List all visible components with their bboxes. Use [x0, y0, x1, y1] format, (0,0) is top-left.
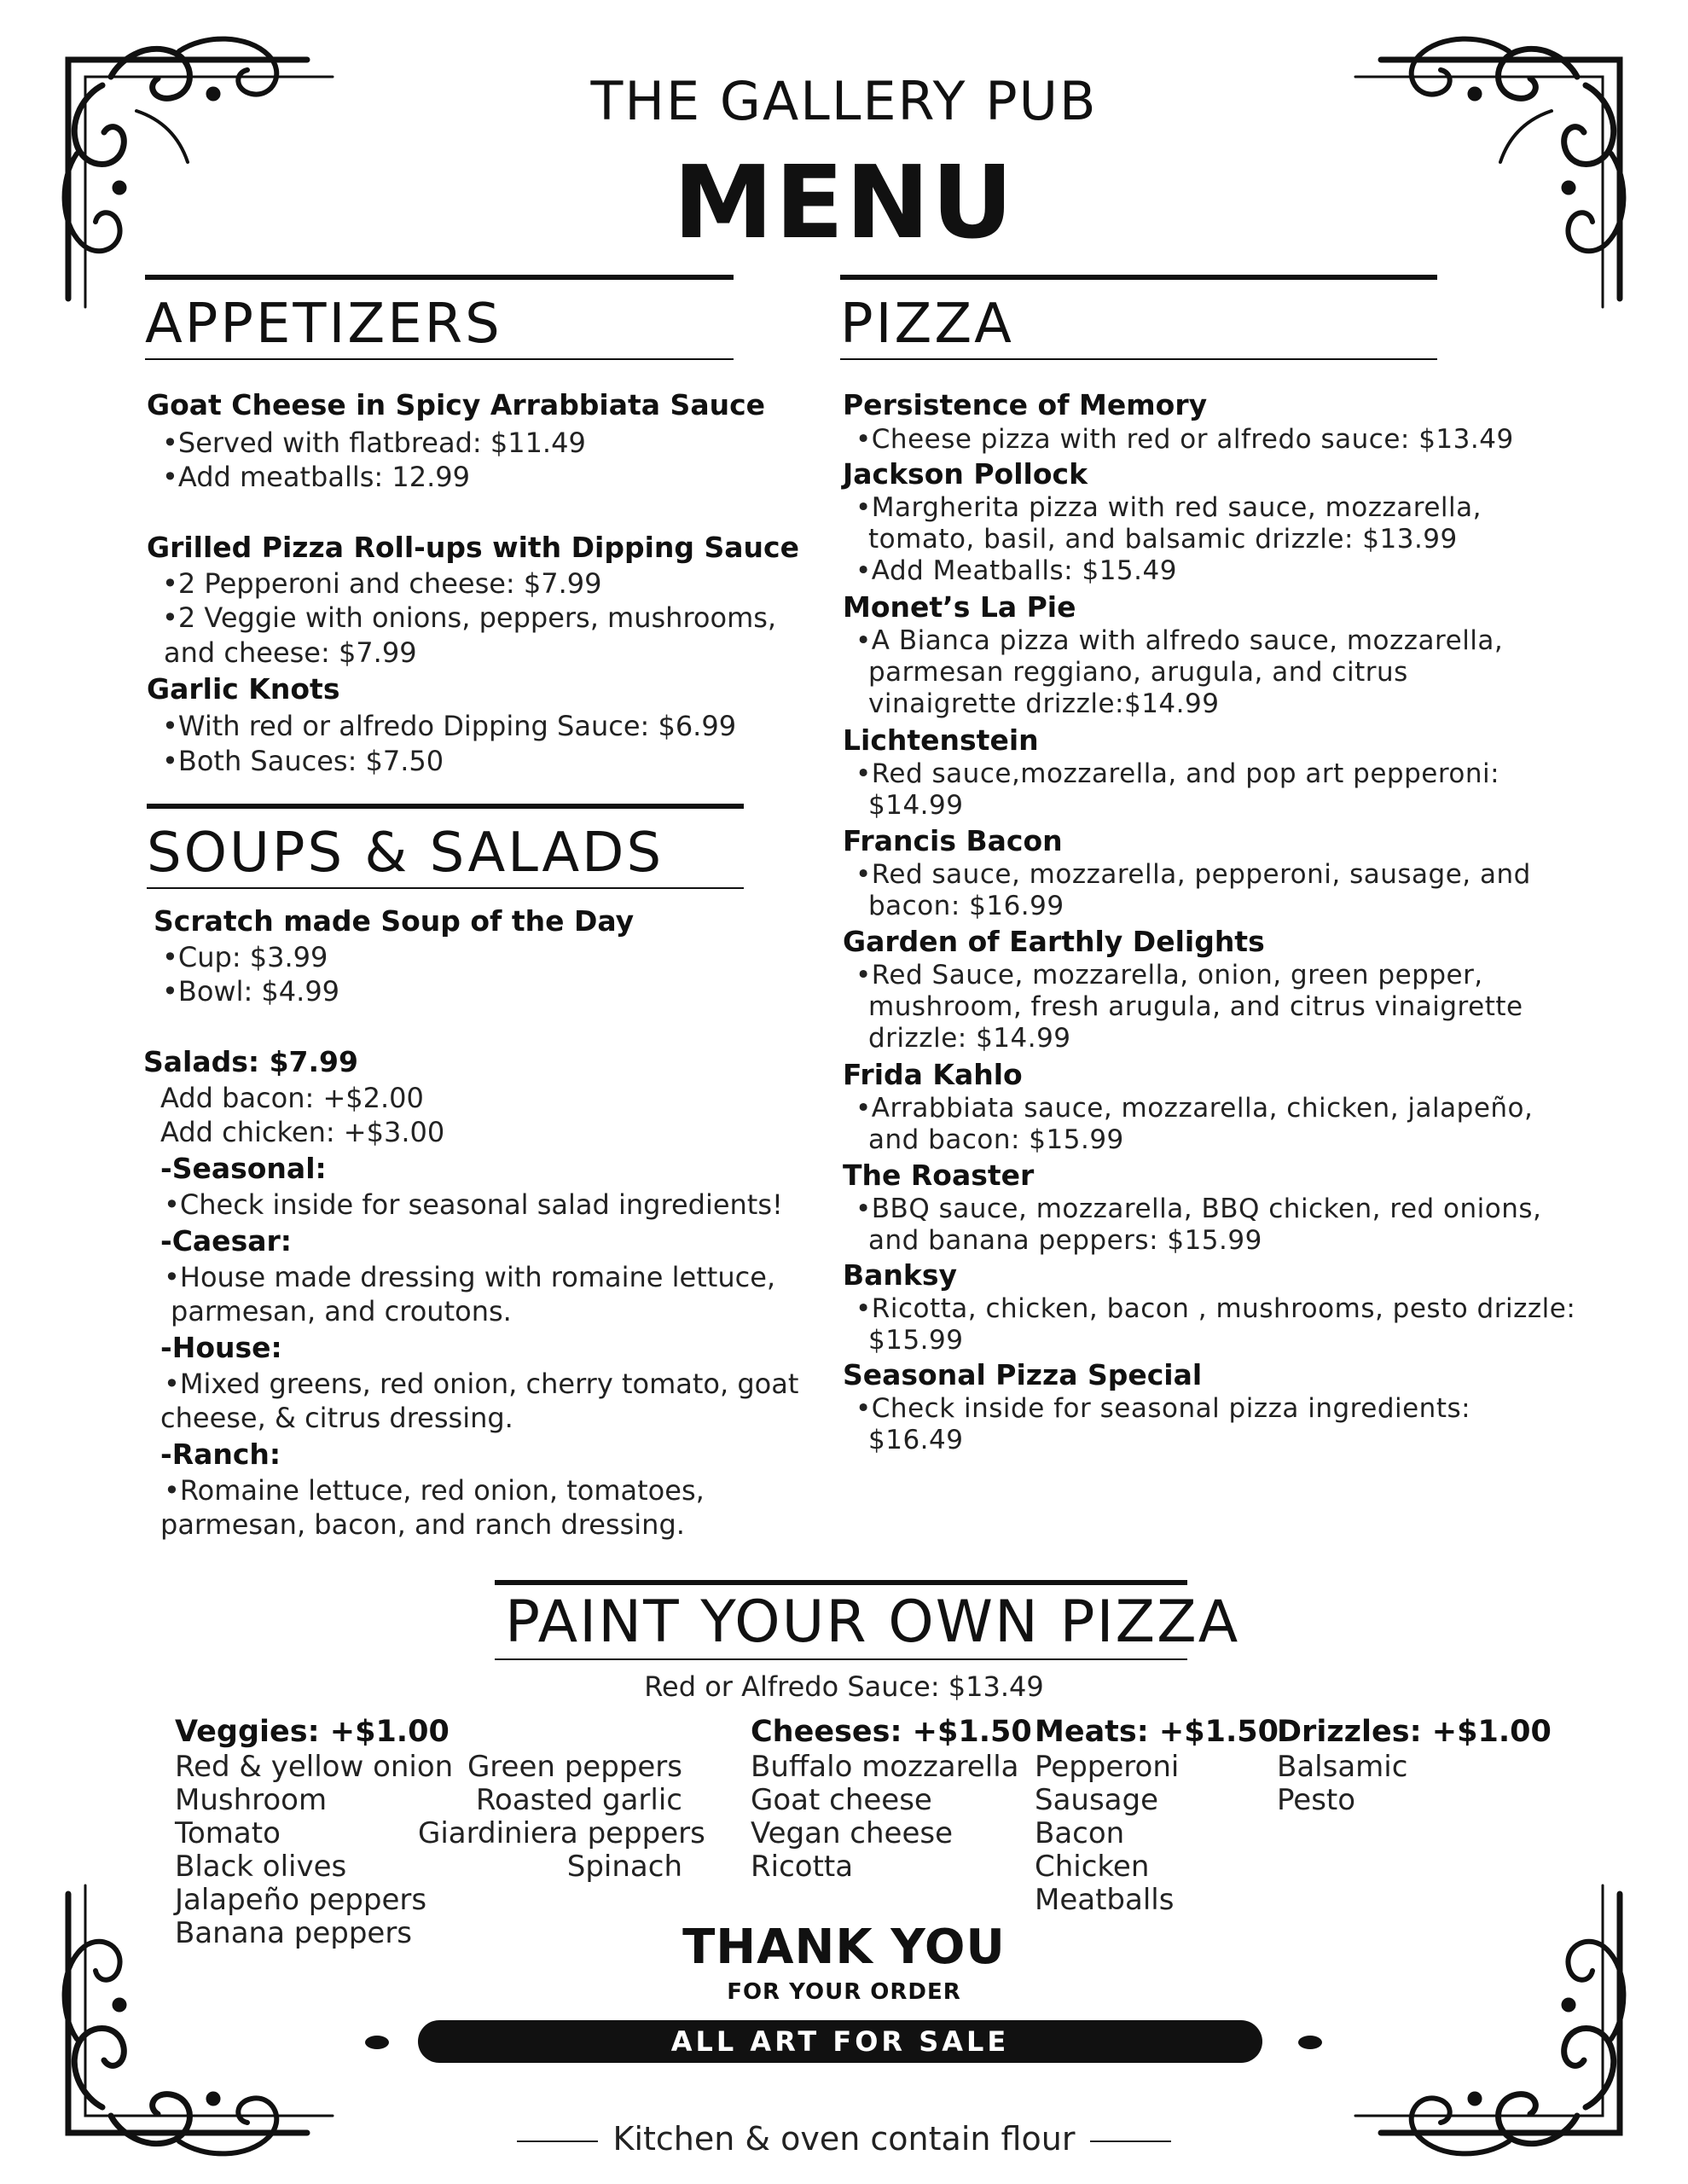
salad-type-name: -Seasonal:	[160, 1152, 327, 1185]
pizza-name: Seasonal Pizza Special	[843, 1358, 1203, 1391]
pizza-detail: and banana peppers: $15.99	[868, 1225, 1262, 1256]
flour-notice	[0, 2120, 1688, 2158]
pizza-name: Jackson Pollock	[843, 457, 1088, 491]
veggies-heading: Veggies: +$1.00	[175, 1715, 450, 1749]
appetizers-heading	[145, 275, 734, 360]
section-title: APPETIZERS	[145, 293, 502, 356]
pizza-detail: •Red Sauce, mozzarella, onion, green pepper,	[856, 960, 1483, 990]
meats-list	[1035, 1751, 1179, 1917]
salad-addon: Add bacon: +$2.00	[160, 1082, 424, 1114]
salad-type-name: -House:	[160, 1331, 282, 1364]
topping-item: Pesto	[1277, 1783, 1356, 1817]
topping-item: Pepperoni	[1035, 1750, 1180, 1784]
divider	[517, 2140, 598, 2142]
topping-item: Buffalo mozzarella	[751, 1750, 1019, 1784]
menu-item-detail: and cheese: $7.99	[164, 636, 417, 669]
cheeses-heading: Cheeses: +$1.50	[751, 1715, 1032, 1749]
menu-item-name: Salads: $7.99	[143, 1045, 358, 1078]
menu-item-detail: •Cup: $3.99	[162, 941, 328, 973]
topping-item: Bacon	[1035, 1816, 1125, 1850]
art-for-sale-banner: ALL ART FOR SALE	[418, 2020, 1262, 2063]
divider	[840, 358, 1437, 360]
menu-item-detail: •Both Sauces: $7.50	[162, 745, 444, 777]
topping-item: Tomato	[175, 1816, 281, 1850]
thank-you: THANK YOU	[682, 1920, 1006, 1975]
menu-item-name: Scratch made Soup of the Day	[154, 904, 635, 938]
thank-you-subtitle: FOR YOUR ORDER	[727, 1979, 961, 2005]
topping-item: Jalapeño peppers	[175, 1883, 427, 1917]
pizza-detail: •Ricotta, chicken, bacon , mushrooms, pesto drizzle:	[856, 1293, 1576, 1324]
menu-item-detail: •Check inside for seasonal salad ingredients!	[164, 1188, 783, 1221]
pizza-name: Persistence of Memory	[843, 388, 1208, 421]
topping-item: Roasted garlic	[475, 1783, 682, 1817]
menu-item-name: Goat Cheese in Spicy Arrabbiata Sauce	[147, 388, 766, 421]
pizza-detail: tomato, basil, and balsamic drizzle: $13.99	[868, 524, 1458, 555]
topping-item: Chicken	[1035, 1850, 1150, 1884]
menu-item-detail: •Bowl: $4.99	[162, 975, 340, 1008]
menu-item-detail: •With red or alfredo Dipping Sauce: $6.99	[162, 710, 737, 742]
divider	[495, 1658, 1187, 1660]
pizza-name: The Roaster	[843, 1159, 1035, 1192]
pizza-detail: and bacon: $15.99	[868, 1124, 1124, 1155]
menu-item-detail: •Romaine lettuce, red onion, tomatoes,	[164, 1474, 705, 1507]
veggies-list-2	[418, 1750, 705, 1884]
pizza-name: Banksy	[843, 1258, 958, 1292]
cheeses-list	[751, 1751, 1019, 1884]
topping-item: Goat cheese	[751, 1783, 932, 1817]
menu-item-detail: •2 Pepperoni and cheese: $7.99	[162, 567, 602, 600]
pizza-detail: •Check inside for seasonal pizza ingredients:	[856, 1393, 1471, 1424]
pub-name: THE GALLERY PUB	[590, 70, 1098, 132]
flour-notice-text: Kitchen & oven contain flour	[612, 2120, 1076, 2158]
pizza-detail: mushroom, fresh arugula, and citrus vinaigrette	[868, 991, 1523, 1022]
pizza-detail: •BBQ sauce, mozzarella, BBQ chicken, red onions,	[856, 1194, 1542, 1224]
topping-item: Black olives	[175, 1850, 347, 1884]
pizza-detail: vinaigrette drizzle:$14.99	[868, 688, 1220, 719]
salad-type-name: -Ranch:	[160, 1438, 281, 1471]
menu-item-detail: •House made dressing with romaine lettuce,	[164, 1261, 776, 1293]
dot-ornament-icon	[1298, 2036, 1322, 2049]
topping-item: Green peppers	[467, 1750, 682, 1784]
sauce-price: Red or Alfredo Sauce: $13.49	[644, 1670, 1044, 1703]
pizza-detail: •Red sauce,mozzarella, and pop art pepperoni:	[856, 758, 1500, 789]
topping-item: Mushroom	[175, 1783, 328, 1817]
pizza-detail: •A Bianca pizza with alfredo sauce, mozzarella,	[856, 625, 1504, 656]
pizza-name: Frida Kahlo	[843, 1058, 1023, 1091]
topping-item: Vegan cheese	[751, 1816, 954, 1850]
menu-item-detail: parmesan, bacon, and ranch dressing.	[160, 1508, 685, 1541]
divider	[147, 887, 744, 889]
pizza-detail: bacon: $16.99	[868, 891, 1064, 921]
drizzles-list	[1277, 1751, 1407, 1817]
pizza-detail: $14.99	[868, 790, 964, 821]
topping-item: Balsamic	[1277, 1750, 1408, 1784]
pizza-name: Lichtenstein	[843, 723, 1039, 757]
topping-item: Spinach	[566, 1850, 682, 1884]
pizza-detail: •Add Meatballs: $15.49	[856, 555, 1177, 586]
menu-item-detail: parmesan, and croutons.	[171, 1295, 512, 1327]
menu-item-detail: •Add meatballs: 12.99	[162, 461, 470, 493]
divider	[1090, 2140, 1171, 2142]
pizza-detail: $16.49	[868, 1425, 964, 1455]
divider	[145, 358, 734, 360]
pizza-detail: $15.99	[868, 1325, 964, 1356]
topping-item: Giardiniera peppers	[418, 1816, 705, 1850]
pizza-detail: •Cheese pizza with red or alfredo sauce: $13.49	[856, 424, 1514, 455]
menu-title: MENU	[673, 143, 1015, 261]
pizza-detail: •Arrabbiata sauce, mozzarella, chicken, jalapeño,	[856, 1093, 1534, 1124]
section-title: PIZZA	[840, 293, 1014, 356]
pizza-heading	[840, 275, 1437, 360]
pizza-detail: drizzle: $14.99	[868, 1023, 1071, 1054]
menu-item-name: Grilled Pizza Roll-ups with Dipping Sauce	[147, 531, 799, 564]
pizza-name: Francis Bacon	[843, 824, 1063, 857]
pizza-detail: •Margherita pizza with red sauce, mozzarella,	[856, 492, 1482, 523]
pizza-detail: parmesan reggiano, arugula, and citrus	[868, 657, 1408, 688]
section-title: SOUPS & SALADS	[147, 822, 664, 885]
drizzles-heading: Drizzles: +$1.00	[1277, 1715, 1552, 1749]
topping-item: Meatballs	[1035, 1883, 1175, 1917]
salad-type-name: -Caesar:	[160, 1224, 292, 1258]
soups-salads-heading	[147, 804, 744, 889]
paint-your-own-title: PAINT YOUR OWN PIZZA	[505, 1589, 1240, 1656]
topping-item: Sausage	[1035, 1783, 1159, 1817]
pizza-name: Monet’s La Pie	[843, 590, 1076, 624]
menu-item-name: Garlic Knots	[147, 672, 340, 706]
menu-item-detail: •Mixed greens, red onion, cherry tomato, goat	[164, 1368, 799, 1400]
menu-item-detail: •2 Veggie with onions, peppers, mushrooms,	[162, 601, 777, 634]
pizza-name: Garden of Earthly Delights	[843, 925, 1265, 958]
divider	[495, 1580, 1187, 1585]
salad-addon: Add chicken: +$3.00	[160, 1116, 445, 1148]
topping-item: Banana peppers	[175, 1916, 413, 1950]
topping-item: Red & yellow onion	[175, 1750, 454, 1784]
dot-ornament-icon	[365, 2036, 389, 2049]
menu-item-detail: •Served with flatbread: $11.49	[162, 427, 586, 459]
meats-heading: Meats: +$1.50	[1035, 1715, 1279, 1749]
topping-item: Ricotta	[751, 1850, 854, 1884]
menu-item-detail: cheese, & citrus dressing.	[160, 1402, 513, 1434]
pizza-detail: •Red sauce, mozzarella, pepperoni, sausage, and	[856, 859, 1531, 890]
